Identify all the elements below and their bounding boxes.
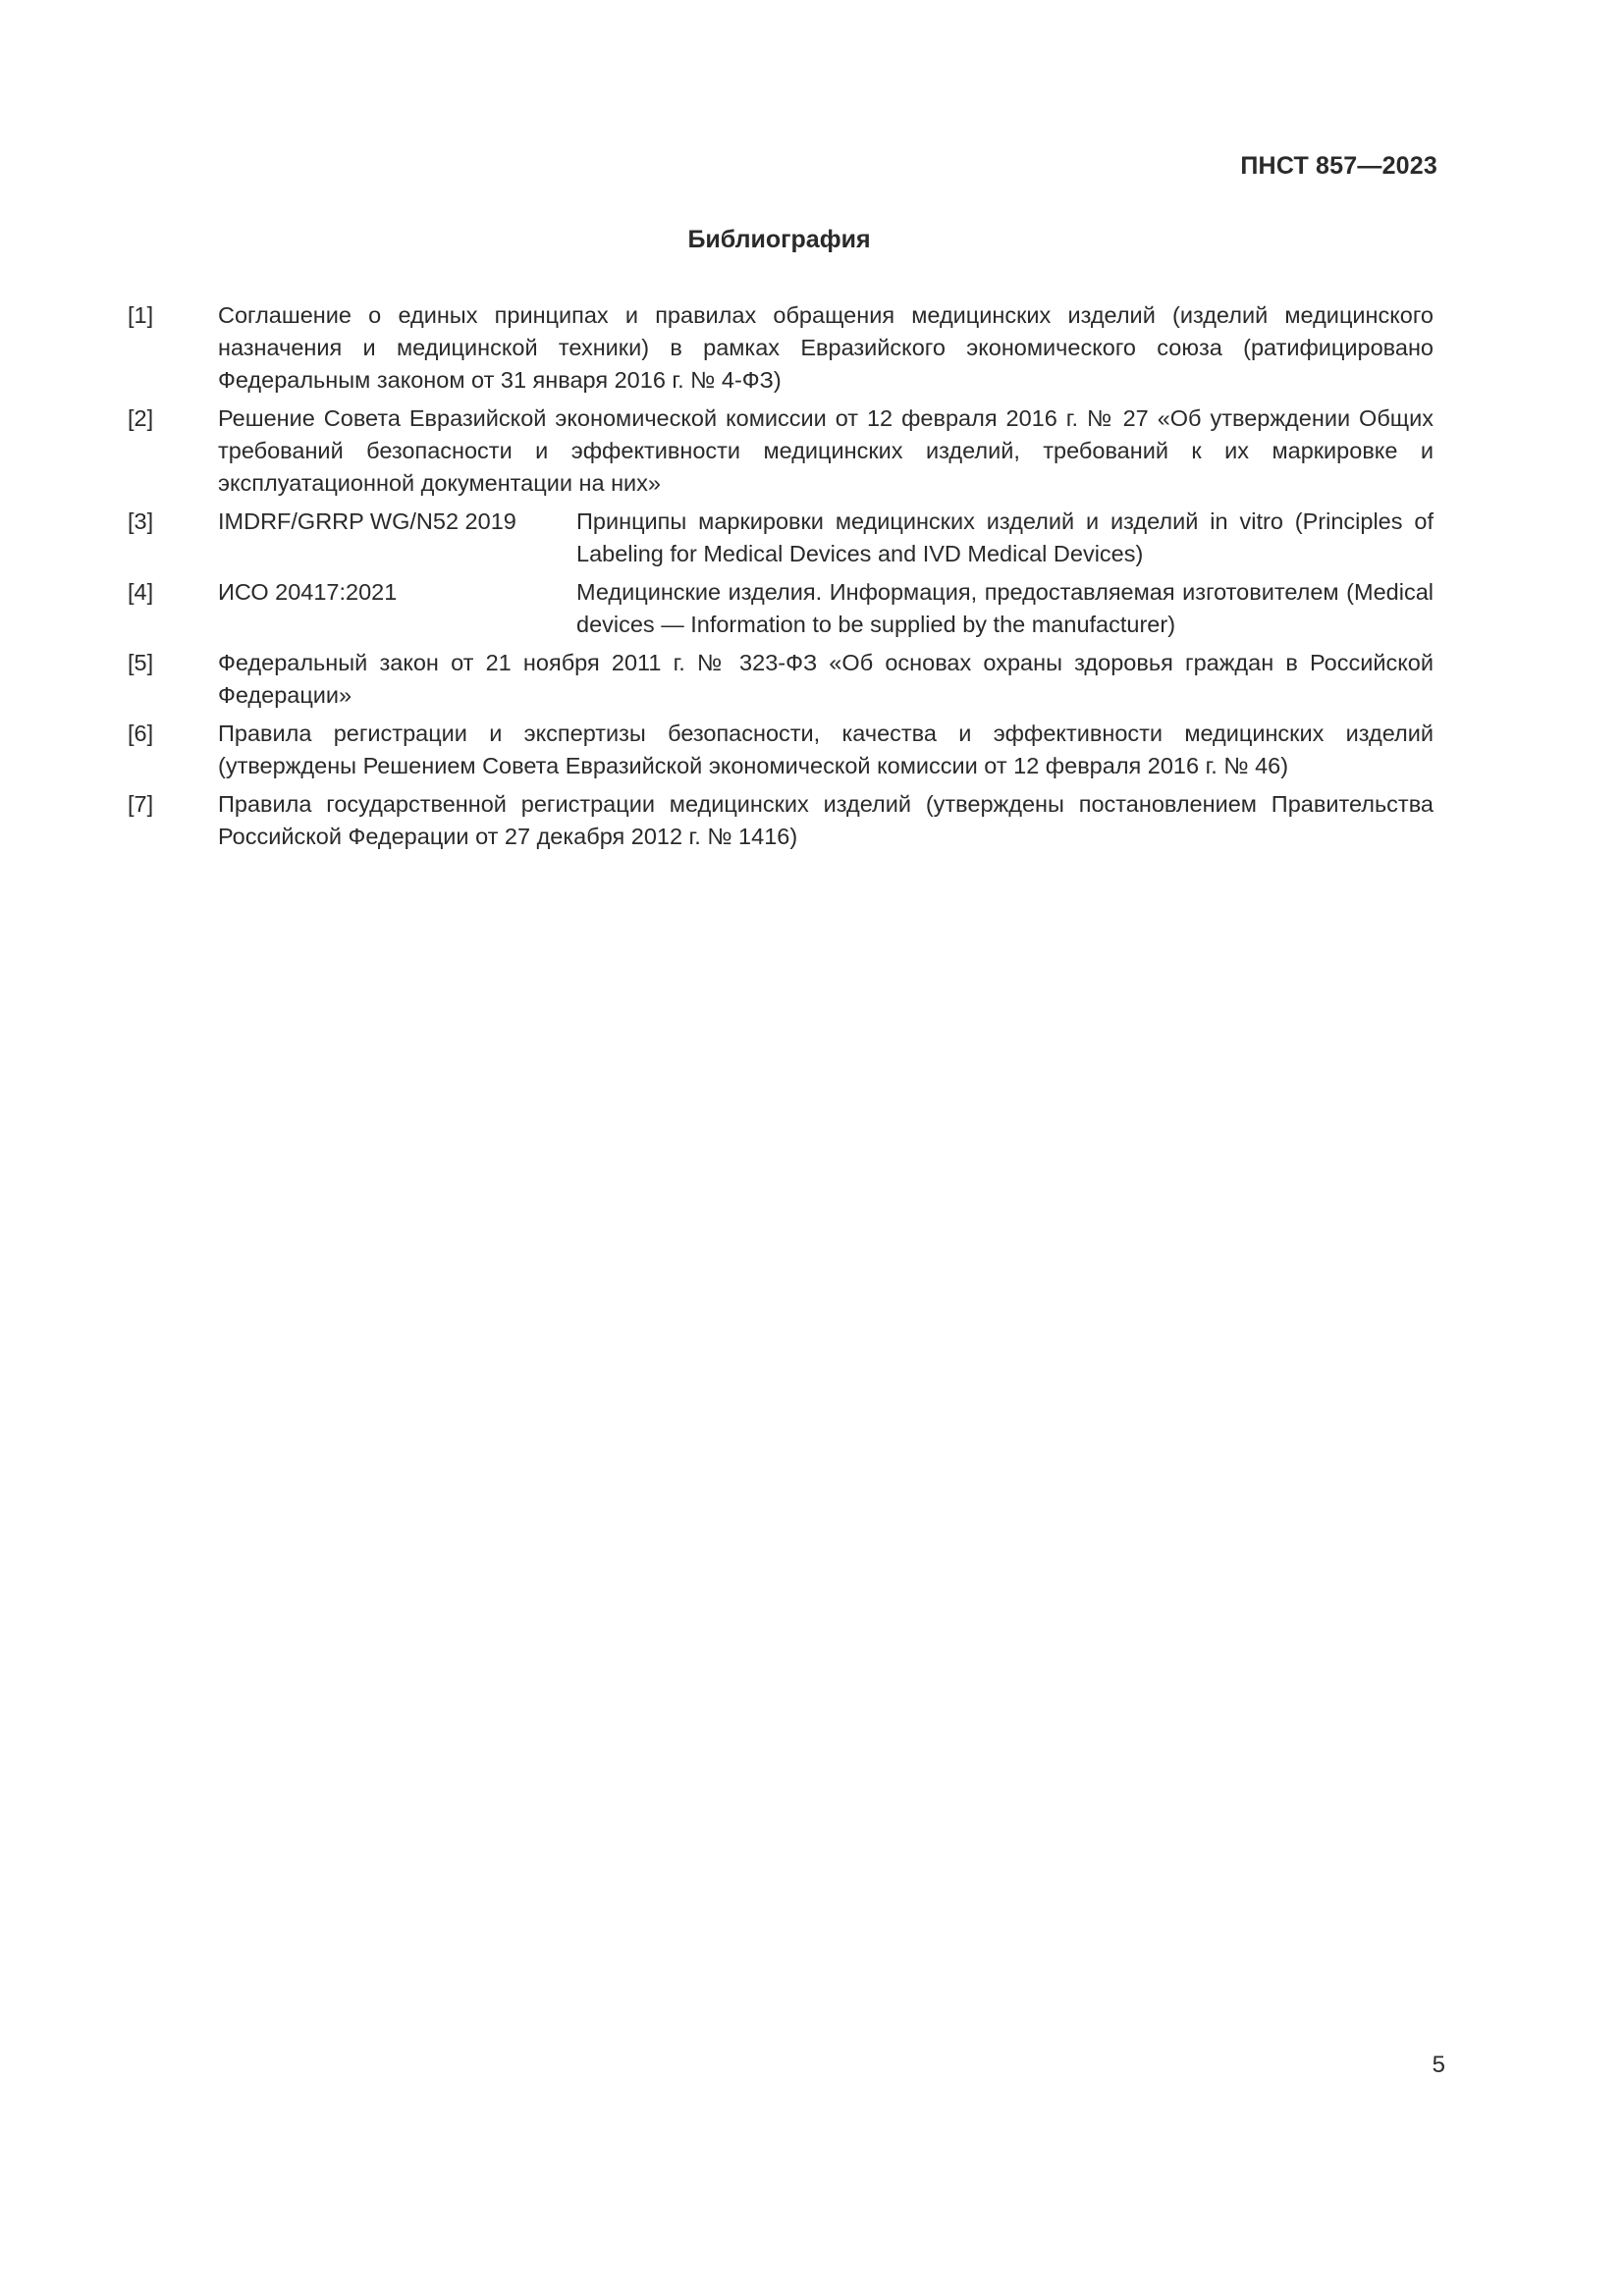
entry-number: [1] [128,302,154,328]
bibliography-entry [128,402,1434,500]
entry-text: Правила государственной регистрации медицинских изделий (утверждены постановлением Правительства Российской Федерации от 27 декабря 2012 г. № 1416) [218,791,1434,849]
entry-number: [7] [128,791,154,817]
entry-text: Решение Совета Евразийской экономической комиссии от 12 февраля 2016 г. № 27 «Об утверждении Общих требований безопасности и эффективности медицинских изделий, требований к их маркировке и эксплуатационной документации на них» [218,405,1434,496]
bibliography-list [128,299,1434,859]
bibliography-entry [128,576,1434,641]
page-number: 5 [1432,2052,1445,2078]
entry-number: [5] [128,650,154,675]
bibliography-entry [128,647,1434,712]
entry-number: [2] [128,405,154,431]
bibliography-title: Библиография [687,226,871,253]
entry-text: Соглашение о единых принципах и правилах обращения медицинских изделий (изделий медицинского назначения и медицинской техники) в рамках Евразийского экономического союза (ратифицировано Федеральным законом от 31 января 2016 г. № 4-ФЗ) [218,302,1434,393]
entry-number: [6] [128,721,154,746]
entry-text: Правила регистрации и экспертизы безопасности, качества и эффективности медицинских изделий (утверждены Решением Совета Евразийской экономической комиссии от 12 февраля 2016 г. № 46) [218,721,1434,778]
bibliography-entry [128,299,1434,397]
entry-number: [3] [128,508,154,534]
entry-text: Медицинские изделия. Информация, предоставляемая изготовителем (Medical devices — Information to be supplied by the manufacturer) [576,579,1434,637]
standard-id-header: ПНСТ 857—2023 [1240,152,1437,180]
bibliography-entry [128,718,1434,782]
entry-document-code: ИСО 20417:2021 [218,579,398,605]
bibliography-entry [128,506,1434,570]
entry-text: Федеральный закон от 21 ноября 2011 г. № 323-ФЗ «Об основах охраны здоровья граждан в Российской Федерации» [218,650,1434,708]
entry-text: Принципы маркировки медицинских изделий и изделий in vitro (Principles of Labeling for Medical Devices and IVD Medical Devices) [576,508,1434,566]
entry-number: [4] [128,579,154,605]
entry-document-code: IMDRF/GRRP WG/N52 2019 [218,508,516,534]
bibliography-entry [128,788,1434,853]
